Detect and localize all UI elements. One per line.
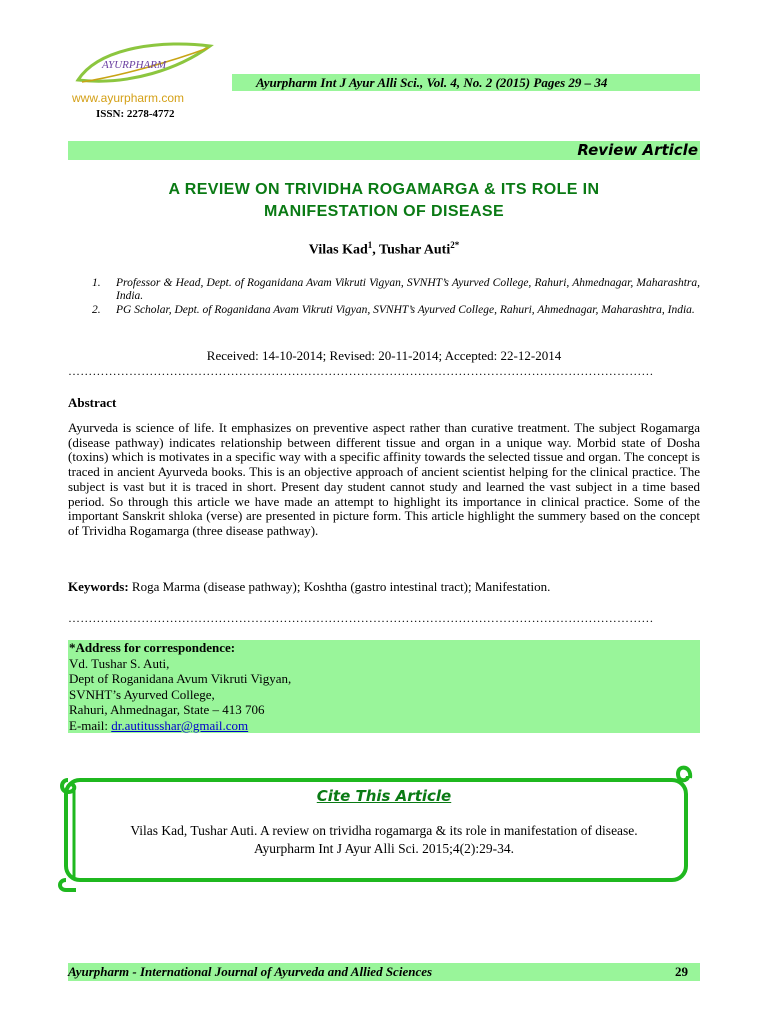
footer-bar [68, 963, 700, 981]
affiliation-number: 2. [92, 304, 101, 316]
correspondence-email [68, 718, 700, 734]
author-name: Vilas Kad [308, 242, 368, 258]
author-affiliation-mark: 1 [367, 240, 373, 250]
article-type-bar: Review Article [68, 141, 700, 160]
correspondence-heading: *Address for correspondence: [69, 640, 236, 655]
keywords-text: Roga Marma (disease pathway); Koshtha (gastro intestinal tract); Manifestation. [128, 579, 551, 594]
correspondence-line: Dept of Roganidana Avum Vikruti Vigyan, [69, 671, 292, 686]
correspondence-line: Rahuri, Ahmednagar, State – 413 706 [69, 702, 265, 717]
correspondence-box [68, 640, 700, 733]
journal-citation-bar: Ayurpharm Int J Ayur Alli Sci., Vol. 4, No. 2 (2015) Pages 29 – 34 [232, 74, 700, 91]
affiliation-number: 1. [92, 277, 101, 289]
journal-website[interactable]: www.ayurpharm.com [72, 91, 185, 105]
correspondence-line: SVNHT’s Ayurved College, [69, 686, 215, 702]
title-line-1: A REVIEW ON TRIVIDHA ROGAMARGA & ITS ROLE IN [168, 181, 600, 198]
footer-journal-name: Ayurpharm - International Journal of Ayurveda and Allied Sciences [68, 964, 433, 979]
cite-heading: Cite This Article [316, 787, 452, 805]
keywords [68, 579, 700, 595]
issn: ISSN: 2278-4772 [96, 108, 175, 120]
abstract-heading: Abstract [68, 395, 117, 410]
abstract-text: Ayurveda is science of life. It emphasizes on preventive aspect rather than curative treatment. The subject Rogamarga (disease pathway) indicates relationship between different tissue and organ in a unique way. Morbid state of Dosha (toxins) which is motivates in a specific way with a specific affinity towards the selected tissue and organ. The concept is traced in ancient Ayurveda books. This is an objective approach of ancient scientist helping for the clinical practice. The subject is vast but it is traced in short. Present day student cannot study and learned the vast subject in a time based period. So through this article we have made an attempt to highlight its importance in clinical practice. Some of the important Sanskrit shloka (verse) are presented in picture form. This article highlight the summery based on the concept of Trividha Rogamarga (three disease pathway). [68, 420, 700, 538]
received-dates: Received: 14-10-2014; Revised: 20-11-2014; Accepted: 22-12-2014 [206, 348, 562, 363]
affiliation-text: PG Scholar, Dept. of Roganidana Avam Vikruti Vigyan, SVNHT’s Ayurved College, Rahuri, Ahmednagar, Maharashtra, India. [116, 304, 695, 316]
author-name: Tushar Auti [379, 242, 451, 258]
logo-text: AYURPHARM [102, 59, 167, 71]
cite-line: Vilas Kad, Tushar Auti. A review on trividha rogamarga & its role in manifestation of disease. [130, 823, 638, 838]
cite-line: Ayurpharm Int J Ayur Alli Sci. 2015;4(2):29-34. [253, 841, 514, 856]
page-number: 29 [675, 964, 688, 979]
email-link[interactable]: dr.autitusshar@gmail.com [111, 717, 249, 733]
author-affiliation-mark: 2* [450, 240, 460, 250]
title-line-2: MANIFESTATION OF DISEASE [263, 203, 505, 220]
author-separator: , [372, 242, 380, 258]
article-title [68, 179, 700, 223]
dotted-divider: ……………………………………………………………………………………………………………………………… [68, 364, 654, 378]
cite-text [86, 822, 682, 858]
email-label: E-mail: [69, 717, 112, 733]
affiliation-text: Professor & Head, Dept. of Roganidana Avam Vikruti Vigyan, SVNHT’s Ayurved College, Rahuri, Ahmednagar, Maharashtra, India. [116, 277, 700, 302]
keywords-label: Keywords: [68, 579, 129, 594]
correspondence-line: Vd. Tushar S. Auti, [69, 655, 170, 671]
author-list [68, 240, 700, 259]
leaf-logo-icon [70, 38, 220, 98]
dotted-divider: ……………………………………………………………………………………………………………………………… [68, 611, 654, 625]
